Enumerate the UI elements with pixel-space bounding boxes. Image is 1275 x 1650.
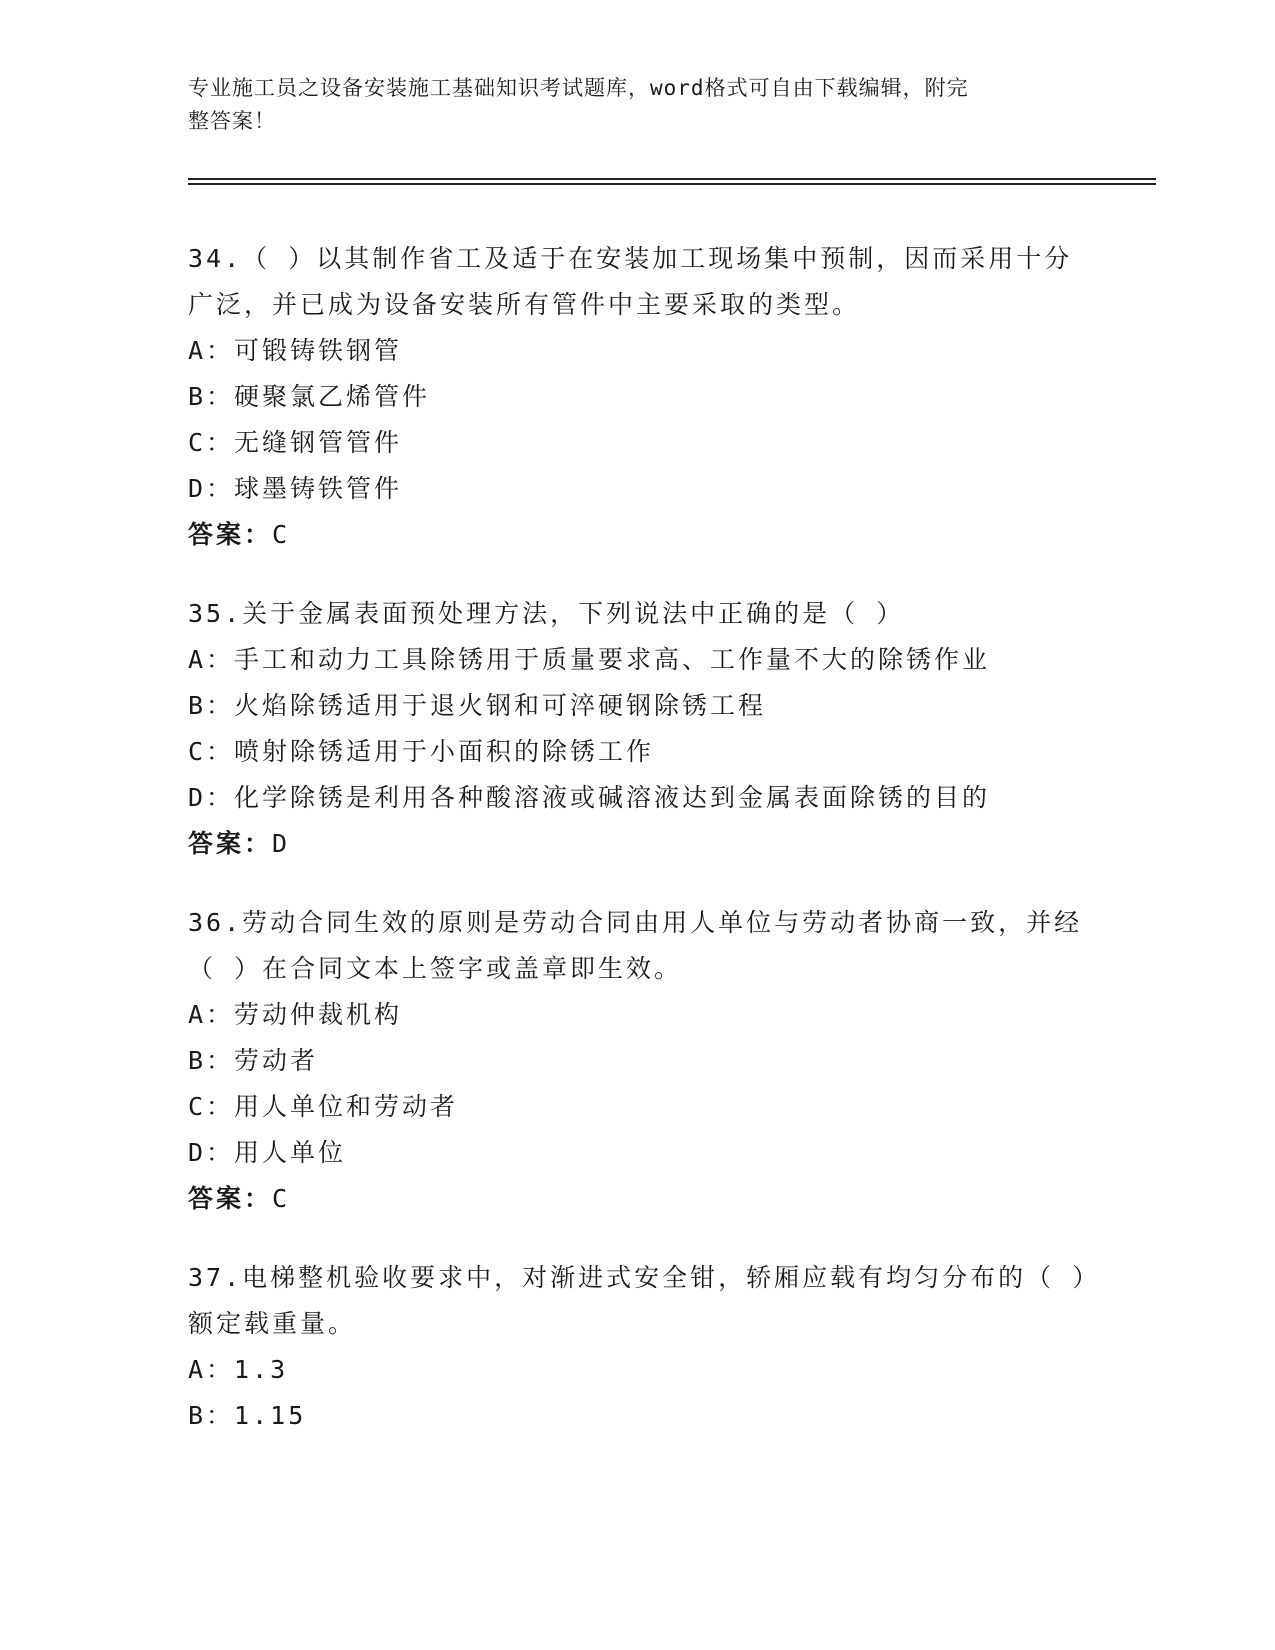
answer-label: 答案： xyxy=(188,1184,273,1213)
question-34 xyxy=(188,236,1088,558)
question-stem: 37.电梯整机验收要求中，对渐进式安全钳，轿厢应载有均匀分布的（ ）额定载重量。 xyxy=(188,1263,1088,1338)
document-header xyxy=(188,72,1068,138)
answer-value: C xyxy=(272,1184,291,1213)
answer-value: C xyxy=(272,520,291,549)
option-b: B：硬聚氯乙烯管件 xyxy=(188,382,431,411)
header-divider-top xyxy=(188,178,1156,180)
option-c: C：无缝钢管管件 xyxy=(188,428,403,457)
option-a: A：1.3 xyxy=(188,1355,289,1384)
header-divider-bottom xyxy=(188,183,1156,185)
option-d: D：用人单位 xyxy=(188,1138,347,1167)
question-37 xyxy=(188,1255,1088,1439)
answer-label: 答案： xyxy=(188,829,273,858)
question-35 xyxy=(188,591,1088,867)
option-d: D：化学除锈是利用各种酸溶液或碱溶液达到金属表面除锈的目的 xyxy=(188,783,991,812)
answer-line xyxy=(188,512,1088,558)
option-b: B：劳动者 xyxy=(188,1046,319,1075)
question-stem: 36.劳动合同生效的原则是劳动合同由用人单位与劳动者协商一致，并经（ ）在合同文本上签字或盖章即生效。 xyxy=(188,908,1083,983)
option-a: A：劳动仲裁机构 xyxy=(188,1000,403,1029)
question-list xyxy=(188,236,1088,1472)
option-a: A：可锻铸铁钢管 xyxy=(188,336,403,365)
answer-line xyxy=(188,1176,1088,1222)
question-36 xyxy=(188,900,1088,1222)
option-c: C：用人单位和劳动者 xyxy=(188,1092,459,1121)
answer-line xyxy=(188,821,1088,867)
option-a: A：手工和动力工具除锈用于质量要求高、工作量不大的除锈作业 xyxy=(188,645,991,674)
question-stem: 35.关于金属表面预处理方法，下列说法中正确的是（ ） xyxy=(188,599,905,628)
header-line-2: 整答案！ xyxy=(188,109,276,133)
option-c: C：喷射除锈适用于小面积的除锈工作 xyxy=(188,737,655,766)
answer-label: 答案： xyxy=(188,520,273,549)
question-stem: 34.（ ）以其制作省工及适于在安装加工现场集中预制，因而采用十分广泛，并已成为设备安装所有管件中主要采取的类型。 xyxy=(188,244,1073,319)
option-b: B：1.15 xyxy=(188,1401,307,1430)
answer-value: D xyxy=(272,829,291,858)
option-b: B：火焰除锈适用于退火钢和可淬硬钢除锈工程 xyxy=(188,691,767,720)
header-line-1: 专业施工员之设备安装施工基础知识考试题库，word格式可自由下载编辑，附完 xyxy=(188,76,969,100)
option-d: D：球墨铸铁管件 xyxy=(188,474,403,503)
